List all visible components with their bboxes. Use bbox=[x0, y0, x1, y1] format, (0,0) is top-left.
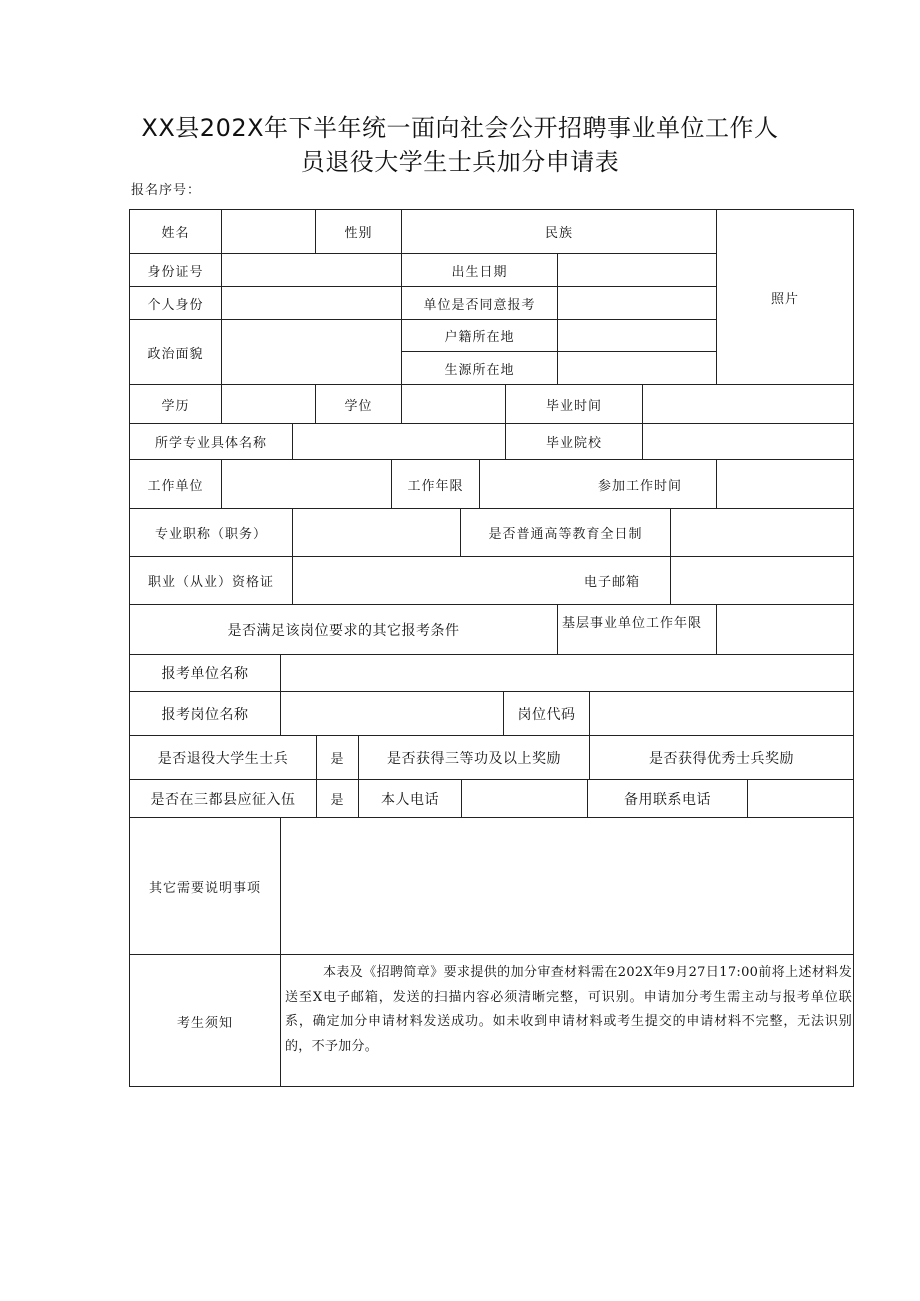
birth-date-field[interactable] bbox=[558, 254, 717, 287]
major-name-field[interactable] bbox=[293, 424, 506, 460]
email-label: 电子邮箱 bbox=[293, 557, 671, 605]
retired-soldier-label: 是否退役大学生士兵 bbox=[130, 736, 317, 780]
notice-label: 考生须知 bbox=[130, 955, 281, 1087]
graduate-school-label: 毕业院校 bbox=[506, 424, 643, 460]
work-start-time-label: 参加工作时间 bbox=[480, 460, 717, 509]
email-field[interactable] bbox=[671, 557, 854, 605]
graduation-time-field[interactable] bbox=[643, 385, 854, 424]
post-code-label: 岗位代码 bbox=[504, 692, 590, 736]
sandu-enlisted-label: 是否在三都县应征入伍 bbox=[130, 780, 317, 818]
serial-number-label: 报名序号： bbox=[131, 183, 202, 198]
id-number-label: 身份证号 bbox=[130, 254, 222, 287]
apply-post-field[interactable] bbox=[281, 692, 504, 736]
name-field[interactable] bbox=[222, 210, 316, 254]
political-status-field[interactable] bbox=[222, 320, 402, 385]
form-title-line-2: 员退役大学生士兵加分申请表 bbox=[300, 148, 620, 176]
education-field[interactable] bbox=[222, 385, 316, 424]
employer-consent-label: 单位是否同意报考 bbox=[402, 287, 558, 320]
political-status-label: 政治面貌 bbox=[130, 320, 222, 385]
graduation-time-label: 毕业时间 bbox=[506, 385, 643, 424]
full-time-higher-ed-label: 是否普通高等教育全日制 bbox=[461, 509, 671, 557]
photo-box[interactable]: 照片 bbox=[717, 210, 854, 385]
qualification-cert-label: 职业（从业）资格证 bbox=[130, 557, 293, 605]
education-label: 学历 bbox=[130, 385, 222, 424]
other-conditions-label: 是否满足该岗位要求的其它报考条件 bbox=[130, 605, 558, 655]
degree-label: 学位 bbox=[316, 385, 402, 424]
professional-title-field[interactable] bbox=[293, 509, 461, 557]
work-start-time-field[interactable] bbox=[717, 460, 854, 509]
household-location-field[interactable] bbox=[558, 320, 717, 352]
grassroots-years-field[interactable] bbox=[717, 605, 854, 655]
other-notes-label: 其它需要说明事项 bbox=[130, 818, 281, 955]
id-number-field[interactable] bbox=[222, 254, 402, 287]
degree-field[interactable] bbox=[402, 385, 506, 424]
notice-text: 本表及《招聘简章》要求提供的加分审查材料需在202X年9月27日17:00前将上述材料发送至X电子邮箱，发送的扫描内容必须清晰完整，可识别。申请加分考生需主动与报考单位联系，确定加分申请材料发送成功。如未收到申请材料或考生提交的申请材料不完整，无法识别的，不予加分。 bbox=[285, 965, 852, 1054]
origin-location-label: 生源所在地 bbox=[402, 352, 558, 385]
application-form-table bbox=[129, 209, 854, 1087]
apply-unit-label: 报考单位名称 bbox=[130, 655, 281, 692]
post-code-field[interactable] bbox=[590, 692, 854, 736]
other-notes-field[interactable] bbox=[281, 818, 854, 955]
birth-date-label: 出生日期 bbox=[402, 254, 558, 287]
backup-phone-field[interactable] bbox=[748, 780, 854, 818]
form-title-line-1: XX县202X年下半年统一面向社会公开招聘事业单位工作人 bbox=[141, 114, 779, 142]
apply-unit-field[interactable] bbox=[281, 655, 854, 692]
apply-post-label: 报考岗位名称 bbox=[130, 692, 281, 736]
sandu-enlisted-value[interactable]: 是 bbox=[317, 780, 359, 818]
personal-identity-field[interactable] bbox=[222, 287, 402, 320]
backup-phone-label: 备用联系电话 bbox=[588, 780, 748, 818]
ethnicity-label: 民族 bbox=[402, 210, 717, 254]
retired-soldier-value[interactable]: 是 bbox=[317, 736, 359, 780]
grassroots-years-label: 基层事业单位工作年限 bbox=[558, 605, 717, 655]
graduate-school-field[interactable] bbox=[643, 424, 854, 460]
professional-title-label: 专业职称（职务） bbox=[130, 509, 293, 557]
phone-field[interactable] bbox=[462, 780, 588, 818]
personal-identity-label: 个人身份 bbox=[130, 287, 222, 320]
third-class-merit-label: 是否获得三等功及以上奖励 bbox=[359, 736, 590, 780]
employer-consent-field[interactable] bbox=[558, 287, 717, 320]
work-years-label: 工作年限 bbox=[392, 460, 480, 509]
full-time-higher-ed-field[interactable] bbox=[671, 509, 854, 557]
name-label: 姓名 bbox=[130, 210, 222, 254]
excellent-soldier-label: 是否获得优秀士兵奖励 bbox=[590, 736, 854, 780]
major-name-label: 所学专业具体名称 bbox=[130, 424, 293, 460]
work-unit-label: 工作单位 bbox=[130, 460, 222, 509]
household-location-label: 户籍所在地 bbox=[402, 320, 558, 352]
gender-label: 性别 bbox=[316, 210, 402, 254]
work-unit-field[interactable] bbox=[222, 460, 392, 509]
phone-label: 本人电话 bbox=[359, 780, 462, 818]
origin-location-field[interactable] bbox=[558, 352, 717, 385]
